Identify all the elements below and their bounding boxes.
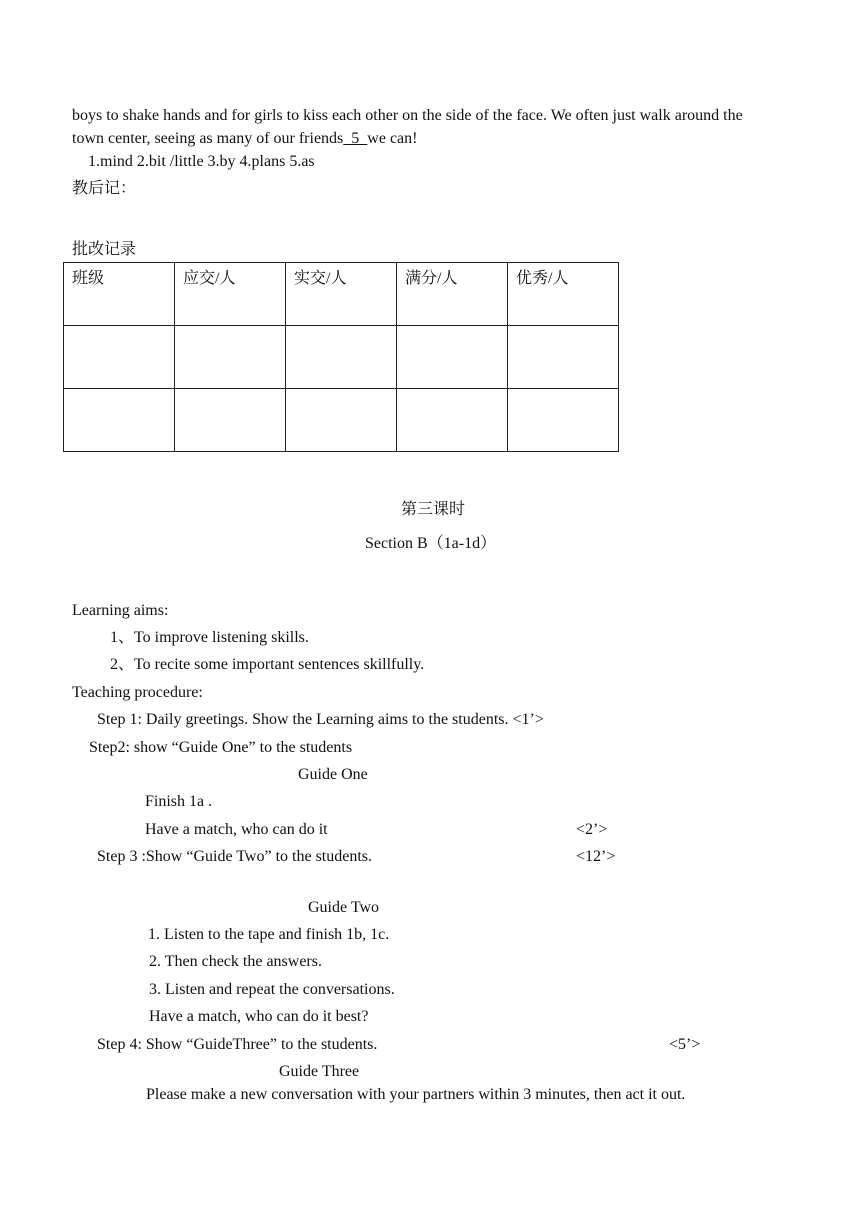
table-cell (286, 389, 397, 452)
passage-line-2-after: we can! (367, 130, 418, 147)
guide-two-item-2: 2. Then check the answers. (149, 953, 322, 970)
table-cell (508, 326, 619, 389)
lesson-section: Section B（1a-1d） (365, 535, 497, 552)
header-submitted: 实交/人 (286, 263, 397, 326)
guide-three-title: Guide Three (279, 1063, 360, 1080)
table-cell (175, 389, 286, 452)
guide-two-item-4: Have a match, who can do it best? (149, 1008, 369, 1025)
aim-item-1: 1、To improve listening skills. (110, 629, 309, 646)
table-row (64, 389, 619, 452)
step-3-time: <12’> (576, 848, 616, 865)
header-due: 应交/人 (175, 263, 286, 326)
table-cell (508, 389, 619, 452)
guide-one-time: <2’> (576, 821, 608, 838)
grading-header-row (64, 263, 619, 326)
header-excellent: 优秀/人 (508, 263, 619, 326)
header-full-score: 满分/人 (397, 263, 508, 326)
passage-blank-5: 5 (343, 130, 368, 147)
step-2: Step2: show “Guide One” to the students (89, 739, 353, 756)
guide-one-line-1: Finish 1a . (145, 793, 213, 810)
table-cell (397, 389, 508, 452)
answer-key: 1.mind 2.bit /little 3.by 4.plans 5.as (88, 153, 315, 170)
guide-one-title: Guide One (298, 766, 368, 783)
guide-three-text: Please make a new conversation with your partners within 3 minutes, then act it out. (146, 1086, 686, 1103)
aims-heading: Learning aims: (72, 602, 169, 619)
passage-line-1: boys to shake hands and for girls to kiss each other on the side of the face. We often just walk around the (72, 107, 743, 124)
guide-two-item-3: 3. Listen and repeat the conversations. (149, 981, 395, 998)
guide-one-line-2: Have a match, who can do it (145, 821, 328, 838)
procedure-heading: Teaching procedure: (72, 684, 203, 701)
table-cell (64, 326, 175, 389)
table-cell (397, 326, 508, 389)
guide-two-item-1: 1. Listen to the tape and finish 1b, 1c. (148, 926, 390, 943)
step-1: Step 1: Daily greetings. Show the Learning aims to the students. <1’> (97, 711, 544, 728)
header-class: 班级 (64, 263, 175, 326)
reflection-label: 教后记： (72, 180, 137, 197)
lesson-period: 第三课时 (401, 501, 466, 518)
aim-item-2: 2、To recite some important sentences skillfully. (110, 656, 425, 673)
table-cell (64, 389, 175, 452)
passage-line-2-before: town center, seeing as many of our friends (72, 130, 344, 147)
step-4: Step 4: Show “GuideThree” to the students. (97, 1036, 378, 1053)
grading-title: 批改记录 (72, 241, 137, 258)
passage-line-2 (72, 129, 417, 149)
grading-table (63, 262, 619, 452)
table-cell (175, 326, 286, 389)
step-4-time: <5’> (669, 1036, 701, 1053)
step-3: Step 3 :Show “Guide Two” to the students. (97, 848, 373, 865)
guide-two-title: Guide Two (308, 899, 380, 916)
table-cell (286, 326, 397, 389)
table-row (64, 326, 619, 389)
